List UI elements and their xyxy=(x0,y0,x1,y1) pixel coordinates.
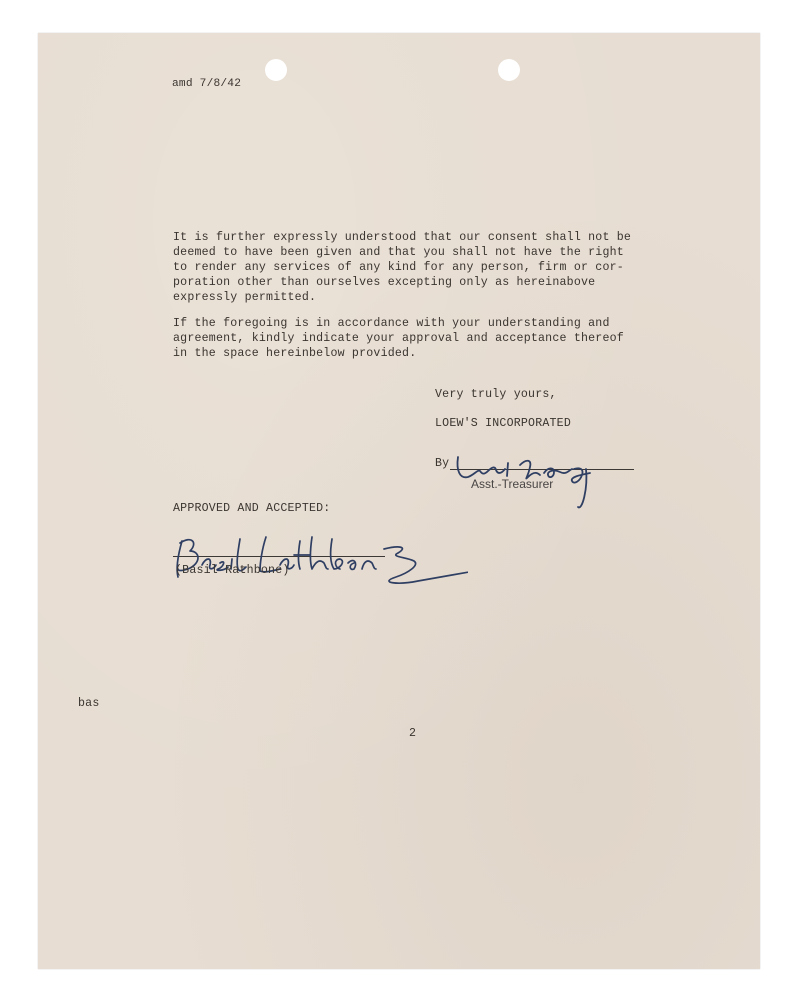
signatory-name: (Basil Rathbone) xyxy=(175,564,290,577)
company-signature-image xyxy=(450,419,620,509)
paragraph-line: poration other than ourselves excepting only as hereinabove xyxy=(173,276,596,289)
punch-hole-left xyxy=(265,59,287,81)
approval-label: APPROVED AND ACCEPTED: xyxy=(173,502,331,515)
header-note: amd 7/8/42 xyxy=(172,78,242,90)
document-page xyxy=(38,33,760,969)
closing: Very truly yours, xyxy=(435,388,557,401)
typist-initials: bas xyxy=(78,697,100,710)
paragraph-line: agreement, kindly indicate your approval and acceptance thereof xyxy=(173,332,624,345)
by-label: By xyxy=(435,457,450,470)
basil-rathbone-signature xyxy=(168,511,468,601)
paragraph-line: expressly permitted. xyxy=(173,291,317,304)
paragraph-line: If the foregoing is in accordance with your understanding and xyxy=(173,317,610,330)
page-number: 2 xyxy=(409,727,417,740)
asst-treasurer-stamp: Asst.-Treasurer xyxy=(471,477,554,491)
punch-hole-right xyxy=(498,59,520,81)
company-name: LOEW'S INCORPORATED xyxy=(435,417,571,430)
paragraph-line: It is further expressly understood that our consent shall not be xyxy=(173,231,632,244)
paragraph-line: to render any services of any kind for any person, firm or cor- xyxy=(173,261,624,274)
paragraph-line: deemed to have been given and that you shall not have the right xyxy=(173,246,624,259)
paragraph-line: in the space hereinbelow provided. xyxy=(173,347,417,360)
